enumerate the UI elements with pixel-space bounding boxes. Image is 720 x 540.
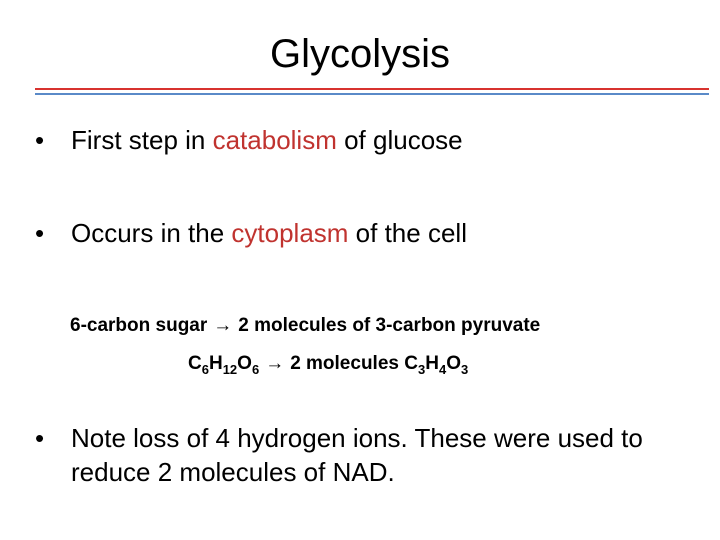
formula-subscript: 4 <box>438 362 447 377</box>
bullet-hydrogen-loss <box>35 421 685 489</box>
bullet-cytoplasm <box>35 216 685 250</box>
highlight-term: catabolism <box>212 125 337 155</box>
formula-element: C <box>404 353 418 374</box>
title-divider-red <box>35 88 709 90</box>
bullet-point-icon: • <box>35 125 45 155</box>
formula-subscript: 6 <box>251 362 260 377</box>
formula-product-text: 2 molecules <box>290 353 405 374</box>
bullet-text-after: of the cell <box>348 218 467 248</box>
title-divider-blue <box>35 93 709 95</box>
formula-subscript: 6 <box>201 362 209 377</box>
equation-product: 2 molecules of 3-carbon pyruvate <box>238 315 541 336</box>
bullet-point-icon: • <box>35 218 45 248</box>
formula-element: H <box>208 353 223 374</box>
bullet-text-after: of glucose <box>336 125 463 155</box>
bullet-text <box>71 123 685 157</box>
bullet-text-before: Occurs in the <box>71 218 232 248</box>
arrow-right-icon: → <box>213 315 233 336</box>
formula-subscript: 3 <box>417 362 426 377</box>
bullet-point-icon: • <box>35 423 45 453</box>
formula-element: H <box>425 353 439 374</box>
formula-element: C <box>188 353 202 374</box>
formula-element: O <box>237 353 252 374</box>
equation-formula <box>188 352 468 376</box>
equation-reactant: 6-carbon sugar <box>70 315 208 336</box>
bullet-text <box>71 216 685 250</box>
arrow-right-icon: → <box>265 353 285 374</box>
highlight-term: cytoplasm <box>231 218 349 248</box>
bullet-text: Note loss of 4 hydrogen ions. These were used to reduce 2 molecules of NAD. <box>71 423 643 487</box>
formula-subscript: 3 <box>460 362 469 377</box>
formula-element: O <box>446 353 461 374</box>
formula-subscript: 12 <box>222 362 238 377</box>
slide-title: Glycolysis <box>269 32 451 76</box>
bullet-catabolism <box>35 123 685 157</box>
bullet-text-before: First step in <box>71 125 213 155</box>
equation-words <box>70 314 540 338</box>
